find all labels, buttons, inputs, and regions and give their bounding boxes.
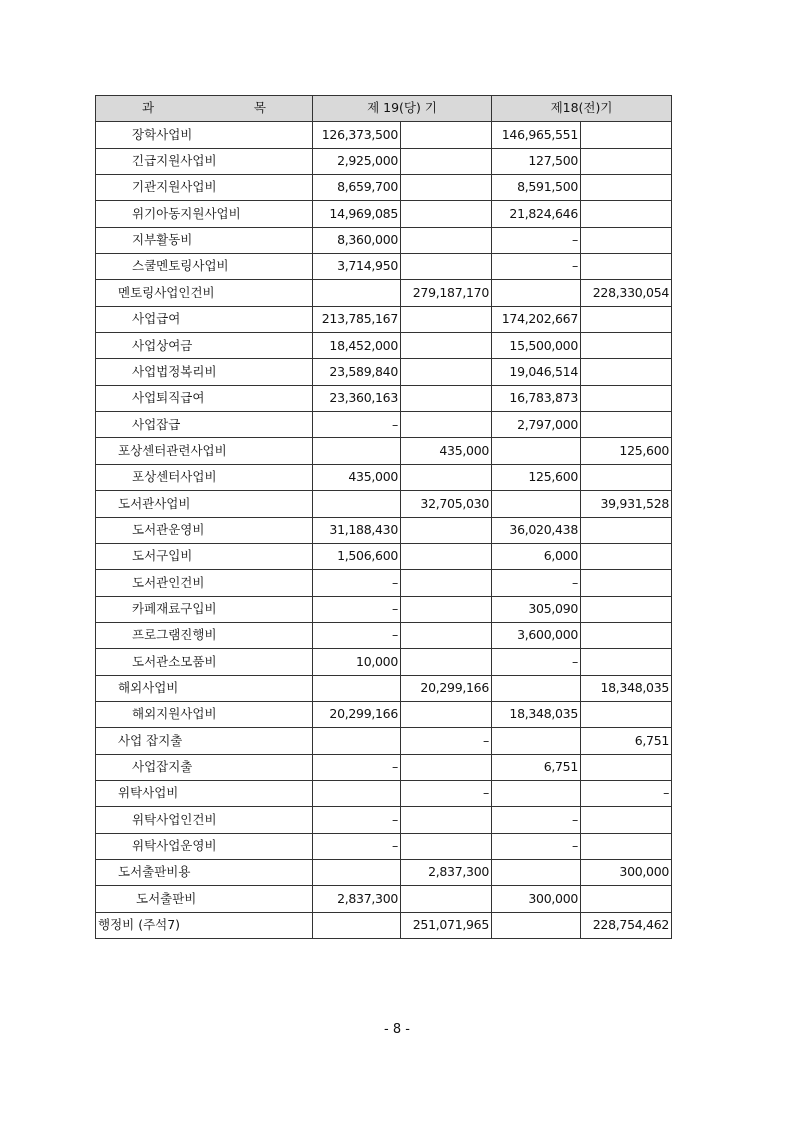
table-row [96,859,672,885]
current-detail-cell: 23,589,840 [313,359,401,385]
prior-total-cell [581,201,672,227]
row-label: 카페재료구입비 [96,596,313,622]
current-detail-cell: 10,000 [313,649,401,675]
table-row [96,333,672,359]
row-label: 포상센터관련사업비 [96,438,313,464]
current-total-cell [401,464,492,490]
prior-total-cell: 6,751 [581,728,672,754]
table-row [96,728,672,754]
prior-total-cell [581,543,672,569]
row-label: 지부활동비 [96,227,313,253]
prior-total-cell [581,254,672,280]
current-detail-cell: 2,925,000 [313,148,401,174]
prior-detail-cell: – [492,807,581,833]
current-detail-cell: 3,714,950 [313,254,401,280]
prior-detail-cell [492,859,581,885]
subject-header-right: 목 [253,100,266,116]
table-row [96,622,672,648]
prior-total-cell [581,306,672,332]
prior-detail-cell: – [492,649,581,675]
current-detail-cell: 8,659,700 [313,175,401,201]
page-number: - 8 - [384,1022,410,1037]
prior-detail-cell: 300,000 [492,886,581,912]
row-label: 도서관소모품비 [96,649,313,675]
prior-total-cell [581,227,672,253]
current-total-cell: 32,705,030 [401,491,492,517]
prior-detail-cell: – [492,227,581,253]
current-total-cell: 2,837,300 [401,859,492,885]
prior-total-cell: 300,000 [581,859,672,885]
prior-detail-cell: 21,824,646 [492,201,581,227]
table-row [96,359,672,385]
prior-detail-cell: 6,000 [492,543,581,569]
prior-detail-cell [492,438,581,464]
prior-detail-cell: 6,751 [492,754,581,780]
current-total-cell [401,385,492,411]
current-total-cell [401,201,492,227]
current-detail-cell: 1,506,600 [313,543,401,569]
prior-detail-cell: 18,348,035 [492,701,581,727]
current-total-cell [401,517,492,543]
prior-detail-cell: 174,202,667 [492,306,581,332]
prior-total-cell [581,175,672,201]
current-total-cell [401,148,492,174]
current-total-cell [401,122,492,148]
row-label: 도서출판비용 [96,859,313,885]
prior-detail-cell: – [492,254,581,280]
table-row [96,227,672,253]
subject-header-left: 과 [142,100,155,116]
prior-total-cell [581,412,672,438]
current-detail-cell: 8,360,000 [313,227,401,253]
prior-total-cell [581,333,672,359]
current-detail-cell: – [313,833,401,859]
current-detail-cell: – [313,570,401,596]
current-period-header: 제 19(당) 기 [313,96,492,122]
prior-detail-cell [492,780,581,806]
current-total-cell [401,622,492,648]
current-detail-cell [313,859,401,885]
prior-detail-cell: 2,797,000 [492,412,581,438]
table-body [96,122,672,939]
current-detail-cell: – [313,596,401,622]
row-label: 위탁사업운영비 [96,833,313,859]
prior-total-cell: 39,931,528 [581,491,672,517]
table-row [96,543,672,569]
table-row [96,596,672,622]
current-detail-cell: 23,360,163 [313,385,401,411]
current-total-cell: 251,071,965 [401,912,492,938]
current-detail-cell: 2,837,300 [313,886,401,912]
prior-detail-cell [492,280,581,306]
current-total-cell [401,359,492,385]
prior-total-cell [581,622,672,648]
prior-detail-cell: 125,600 [492,464,581,490]
prior-total-cell: – [581,780,672,806]
current-total-cell [401,833,492,859]
current-detail-cell [313,728,401,754]
prior-detail-cell [492,491,581,517]
prior-total-cell [581,122,672,148]
table-row [96,122,672,148]
row-label: 도서관운영비 [96,517,313,543]
table-row [96,807,672,833]
financial-statement-table [95,95,672,939]
prior-total-cell [581,596,672,622]
table-row [96,912,672,938]
subject-header [96,96,313,122]
prior-detail-cell: – [492,833,581,859]
prior-total-cell: 228,754,462 [581,912,672,938]
prior-detail-cell: 36,020,438 [492,517,581,543]
current-detail-cell: – [313,412,401,438]
row-label: 도서관인건비 [96,570,313,596]
current-detail-cell: 31,188,430 [313,517,401,543]
row-label: 해외지원사업비 [96,701,313,727]
prior-detail-cell: 127,500 [492,148,581,174]
current-detail-cell: 14,969,085 [313,201,401,227]
current-total-cell [401,543,492,569]
current-total-cell: 20,299,166 [401,675,492,701]
current-total-cell [401,701,492,727]
table-header-row [96,96,672,122]
current-total-cell [401,227,492,253]
prior-total-cell [581,886,672,912]
prior-total-cell: 18,348,035 [581,675,672,701]
current-total-cell [401,306,492,332]
prior-detail-cell: 3,600,000 [492,622,581,648]
current-total-cell [401,754,492,780]
current-detail-cell: 213,785,167 [313,306,401,332]
row-label: 위기아동지원사업비 [96,201,313,227]
table-row [96,570,672,596]
current-total-cell: – [401,728,492,754]
current-detail-cell: 18,452,000 [313,333,401,359]
prior-detail-cell [492,912,581,938]
table-row [96,385,672,411]
prior-detail-cell: 16,783,873 [492,385,581,411]
table-row [96,649,672,675]
row-label: 사업잡급 [96,412,313,438]
current-detail-cell: – [313,622,401,648]
table-row [96,701,672,727]
row-label: 도서관사업비 [96,491,313,517]
row-label: 행정비 (주석7) [96,912,313,938]
current-total-cell [401,412,492,438]
table-row [96,491,672,517]
row-label: 사업잡지출 [96,754,313,780]
table-row [96,412,672,438]
prior-total-cell [581,359,672,385]
row-label: 도서구입비 [96,543,313,569]
row-label: 기관지원사업비 [96,175,313,201]
current-detail-cell [313,912,401,938]
current-total-cell [401,570,492,596]
row-label: 사업퇴직급여 [96,385,313,411]
row-label: 프로그램진행비 [96,622,313,648]
current-detail-cell [313,780,401,806]
table-row [96,780,672,806]
row-label: 장학사업비 [96,122,313,148]
table-row [96,148,672,174]
row-label: 사업 잡지출 [96,728,313,754]
current-detail-cell [313,675,401,701]
table-row [96,438,672,464]
current-detail-cell: 435,000 [313,464,401,490]
row-label: 긴급지원사업비 [96,148,313,174]
table-row [96,886,672,912]
table-row [96,201,672,227]
prior-total-cell: 228,330,054 [581,280,672,306]
prior-total-cell [581,833,672,859]
table-row [96,517,672,543]
prior-total-cell [581,148,672,174]
row-label: 해외사업비 [96,675,313,701]
prior-detail-cell [492,728,581,754]
current-detail-cell: – [313,754,401,780]
prior-detail-cell: 146,965,551 [492,122,581,148]
table-row [96,175,672,201]
prior-detail-cell: 305,090 [492,596,581,622]
row-label: 사업법정복리비 [96,359,313,385]
current-detail-cell: 20,299,166 [313,701,401,727]
current-total-cell [401,886,492,912]
row-label: 도서출판비 [96,886,313,912]
table-row [96,254,672,280]
prior-total-cell: 125,600 [581,438,672,464]
table-row [96,833,672,859]
row-label: 위탁사업비 [96,780,313,806]
table-row [96,464,672,490]
row-label: 사업급여 [96,306,313,332]
prior-detail-cell: 15,500,000 [492,333,581,359]
table-row [96,280,672,306]
current-total-cell: – [401,780,492,806]
current-detail-cell: 126,373,500 [313,122,401,148]
prior-total-cell [581,701,672,727]
current-detail-cell [313,438,401,464]
row-label: 위탁사업인건비 [96,807,313,833]
row-label: 스쿨멘토링사업비 [96,254,313,280]
current-total-cell [401,807,492,833]
row-label: 사업상여금 [96,333,313,359]
current-detail-cell [313,280,401,306]
current-total-cell [401,254,492,280]
prior-detail-cell: 8,591,500 [492,175,581,201]
current-total-cell [401,333,492,359]
table-row [96,675,672,701]
current-total-cell [401,596,492,622]
prior-period-header: 제18(전)기 [492,96,672,122]
prior-detail-cell: 19,046,514 [492,359,581,385]
prior-total-cell [581,385,672,411]
prior-detail-cell [492,675,581,701]
current-total-cell [401,649,492,675]
prior-total-cell [581,754,672,780]
current-total-cell: 435,000 [401,438,492,464]
table-row [96,306,672,332]
prior-total-cell [581,649,672,675]
current-detail-cell: – [313,807,401,833]
prior-detail-cell: – [492,570,581,596]
prior-total-cell [581,464,672,490]
row-label: 멘토링사업인건비 [96,280,313,306]
row-label: 포상센터사업비 [96,464,313,490]
current-detail-cell [313,491,401,517]
prior-total-cell [581,807,672,833]
prior-total-cell [581,570,672,596]
current-total-cell: 279,187,170 [401,280,492,306]
table-row [96,754,672,780]
current-total-cell [401,175,492,201]
prior-total-cell [581,517,672,543]
